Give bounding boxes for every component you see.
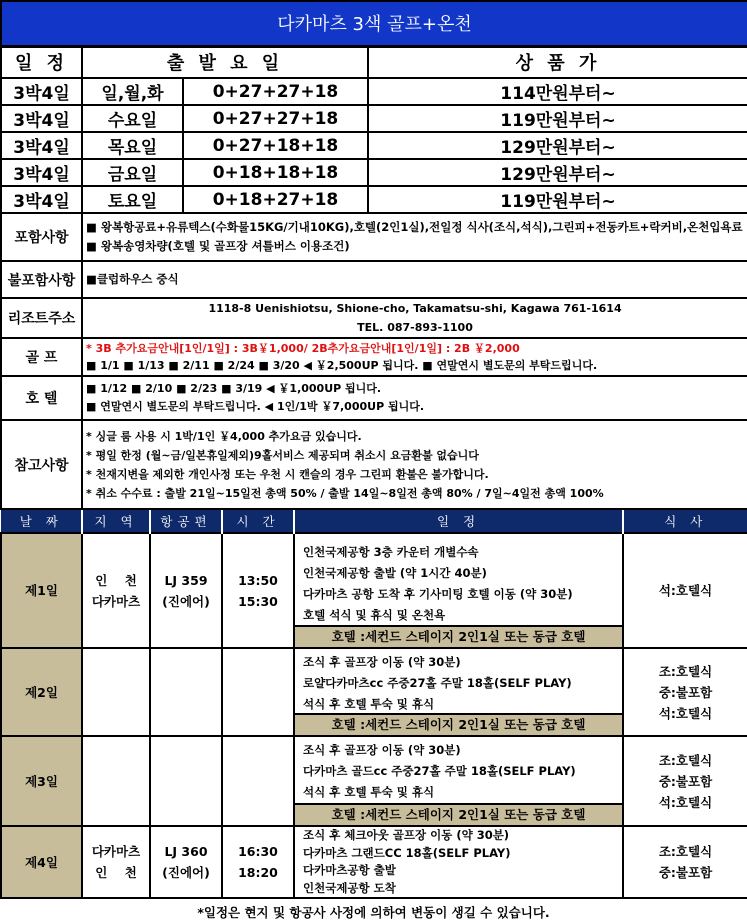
airline: (진에어) — [162, 865, 210, 880]
hotel-label: 호 텔 — [1, 376, 82, 420]
meal-dinner: 석:호텔식 — [658, 794, 713, 810]
golf-rounds: 0+18+18+18 — [183, 159, 368, 186]
meals-cell — [623, 648, 747, 736]
itinerary-line: 인천국제공항 출발 (약 1시간 40분) — [303, 566, 487, 580]
phone-line: TEL. 087-893-1100 — [357, 321, 473, 334]
golf-surcharge-line: * 3B 추가요금안내[1인/1일] : 3B￥1,000/ 2B추가요금안내[1인/1일] : 2B ￥2,000 — [86, 342, 520, 355]
header-itinerary: 일 정 — [294, 511, 623, 534]
day-label: 제4일 — [1, 826, 82, 898]
day-label: 제1일 — [1, 533, 82, 648]
region-to: 다카마츠 — [91, 593, 141, 609]
header-time: 시 간 — [222, 511, 294, 534]
note-line: * 싱글 룸 사용 시 1박/1인 ￥4,000 추가요금 있습니다. — [86, 429, 362, 443]
address-label: 리조트주소 — [1, 298, 82, 338]
golf-rounds: 0+27+27+18 — [183, 105, 368, 132]
departure-days: 토요일 — [82, 186, 183, 213]
price: 119만원부터~ — [368, 105, 747, 132]
itinerary-line: 조식 후 골프장 이동 (약 30분) — [303, 655, 461, 669]
itinerary-line: 다카마츠 골드cc 주중27홀 주말 18홀(SELF PLAY) — [303, 764, 576, 778]
included-line: ■ 왕복송영차량(호텔 및 골프장 셔틀버스 이용조건) — [86, 239, 350, 253]
meal-dinner: 석:호텔식 — [658, 705, 713, 721]
arrival-time: 15:30 — [238, 593, 278, 609]
hotel-bar: 호텔 :세컨드 스테이지 2인1실 또는 동급 호텔 — [295, 625, 622, 647]
hotel-bar: 호텔 :세컨드 스테이지 2인1실 또는 동급 호텔 — [295, 713, 622, 735]
flight-cell — [150, 736, 222, 826]
itinerary-line: 다카마츠공항 출발 — [303, 863, 396, 877]
hotel-content — [82, 376, 747, 420]
meals-cell — [623, 533, 747, 648]
price-row — [1, 186, 747, 213]
time-cell — [222, 648, 294, 736]
price: 129만원부터~ — [368, 132, 747, 159]
included-line: ■ 왕복항공료+유류텍스(수화물15KG/기내10KG),호텔(2인1실),전일정 식사(조식,석식),그린피+전동카트+락커비,온천입욕료 — [86, 220, 743, 234]
itinerary-cell — [294, 826, 623, 898]
address-content — [82, 298, 747, 338]
itinerary-line: 로얄다카마츠cc 주중27홀 주말 18홀(SELF PLAY) — [303, 676, 572, 690]
meal-dinner: 석:호텔식 — [658, 583, 713, 598]
itinerary-line: 조식 후 체크아웃 골프장 이동 (약 30분) — [303, 828, 510, 842]
footer-disclaimer: *일정은 현지 및 항공사 사정에 의하여 변동이 생길 수 있습니다. — [197, 905, 550, 920]
schedule-row-day1 — [1, 533, 747, 648]
departure-days: 금요일 — [82, 159, 183, 186]
hotel-peak-date-line: ■ 1/12 ■ 2/10 ■ 2/23 ■ 3/19 ◀ ￥1,000UP 됩니다. — [86, 382, 382, 395]
itinerary-cell — [294, 736, 623, 826]
region-cell — [82, 826, 150, 898]
notes-content — [82, 420, 747, 509]
departure-days: 수요일 — [82, 105, 183, 132]
header-meals: 식 사 — [623, 511, 747, 534]
meal-breakfast: 조:호텔식 — [658, 844, 713, 859]
region-cell — [82, 648, 150, 736]
region-cell — [82, 736, 150, 826]
note-line: * 평일 한정 (월~금/일본휴일제외)9홀서비스 제공되며 취소시 요금환불 없습니다 — [86, 448, 479, 462]
golf-rounds: 0+27+18+18 — [183, 132, 368, 159]
page-title: 다카마츠 3색 골프+온천 — [1, 1, 747, 46]
itinerary-line: 다카마츠 그랜드CC 18홀(SELF PLAY) — [303, 845, 511, 860]
address-line: 1118-8 Uenishiotsu, Shione-cho, Takamatsu-shi, Kagawa 761-1614 — [208, 302, 622, 315]
duration: 3박4일 — [1, 105, 82, 132]
departure-days: 목요일 — [82, 132, 183, 159]
excluded-label: 불포함사항 — [1, 261, 82, 298]
flight-cell — [150, 826, 222, 898]
itinerary-cell — [294, 648, 623, 736]
meal-lunch: 중:불포함 — [658, 684, 713, 700]
region-from: 인 천 — [95, 572, 137, 588]
header-date: 날 짜 — [1, 511, 82, 534]
golf-peak-date-line: ■ 1/1 ■ 1/13 ■ 2/11 ■ 2/24 ■ 3/20 ◀ ￥2,500UP 됩니다. ■ 연말연시 별도문의 부탁드립니다. — [86, 359, 598, 372]
meals-cell — [623, 736, 747, 826]
price: 129만원부터~ — [368, 159, 747, 186]
flight-number: LJ 359 — [164, 572, 208, 588]
itinerary-line: 조식 후 골프장 이동 (약 30분) — [303, 743, 461, 757]
golf-rounds: 0+18+27+18 — [183, 186, 368, 213]
duration: 3박4일 — [1, 186, 82, 213]
header-region: 지 역 — [82, 511, 150, 534]
day-label: 제3일 — [1, 736, 82, 826]
flight-number: LJ 360 — [164, 844, 208, 859]
region-cell — [82, 533, 150, 648]
golf-rounds: 0+27+27+18 — [183, 78, 368, 105]
region-to: 인 천 — [95, 865, 137, 880]
golf-label: 골 프 — [1, 338, 82, 376]
itinerary-line: 석식 후 호텔 투숙 및 휴식 — [303, 785, 435, 799]
price-row — [1, 105, 747, 132]
price-row — [1, 78, 747, 105]
price: 119만원부터~ — [368, 186, 747, 213]
meal-lunch: 중:불포함 — [658, 773, 713, 789]
price-row — [1, 159, 747, 186]
flight-cell — [150, 533, 222, 648]
region-from: 다카마츠 — [91, 844, 141, 859]
excluded-line: ■클럽하우스 중식 — [86, 272, 179, 286]
excluded-content — [82, 261, 747, 298]
time-cell — [222, 826, 294, 898]
meal-breakfast: 조:호텔식 — [658, 663, 713, 679]
day-label: 제2일 — [1, 648, 82, 736]
header-flight: 항공편 — [150, 511, 222, 534]
meals-cell — [623, 826, 747, 898]
time-cell — [222, 736, 294, 826]
note-line: * 취소 수수료 : 출발 21일~15일전 총액 50% / 출발 14일~8일전 총액 80% / 7일~4일전 총액 100% — [86, 486, 604, 500]
meal-breakfast: 조:호텔식 — [658, 752, 713, 768]
duration: 3박4일 — [1, 78, 82, 105]
itinerary-line: 인천국제공항 도착 — [303, 880, 396, 895]
hotel-bar: 호텔 :세컨드 스테이지 2인1실 또는 동급 호텔 — [295, 803, 622, 825]
header-price: 상 품 가 — [368, 46, 747, 78]
itinerary-line: 석식 후 호텔 투숙 및 휴식 — [303, 697, 435, 711]
header-departure-day: 출 발 요 일 — [82, 46, 368, 78]
arrival-time: 18:20 — [238, 865, 278, 880]
itinerary-line: 다카마츠 공항 도착 후 기사미팅 호텔 이동 (약 30분) — [303, 587, 573, 601]
price: 114만원부터~ — [368, 78, 747, 105]
departure-time: 13:50 — [238, 572, 278, 588]
schedule-header-row — [1, 511, 747, 534]
notes-label: 참고사항 — [1, 420, 82, 509]
time-cell — [222, 533, 294, 648]
golf-content — [82, 338, 747, 376]
flight-cell — [150, 648, 222, 736]
schedule-table — [0, 510, 747, 899]
itinerary-cell — [294, 533, 623, 648]
schedule-row-day4 — [1, 826, 747, 898]
departure-days: 일,월,화 — [82, 78, 183, 105]
duration: 3박4일 — [1, 159, 82, 186]
duration: 3박4일 — [1, 132, 82, 159]
itinerary-line: 인천국제공항 3층 카운터 개별수속 — [303, 545, 479, 559]
itinerary-line: 호텔 석식 및 휴식 및 온천욕 — [303, 608, 446, 622]
schedule-row-day2 — [1, 648, 747, 736]
header-schedule: 일 정 — [1, 46, 82, 78]
meal-lunch: 중:불포함 — [658, 865, 713, 880]
included-label: 포함사항 — [1, 213, 82, 261]
included-content — [82, 213, 747, 261]
schedule-row-day3 — [1, 736, 747, 826]
airline: (진에어) — [162, 593, 210, 609]
price-row — [1, 132, 747, 159]
note-line: * 천재지변을 제외한 개인사정 또는 우천 시 캔슬의 경우 그린피 환불은 불가합니다. — [86, 467, 489, 481]
departure-time: 16:30 — [238, 844, 278, 859]
hotel-year-end-line: ■ 연말연시 별도문의 부탁드립니다. ◀ 1인/1박 ￥7,000UP 됩니다. — [86, 400, 425, 413]
